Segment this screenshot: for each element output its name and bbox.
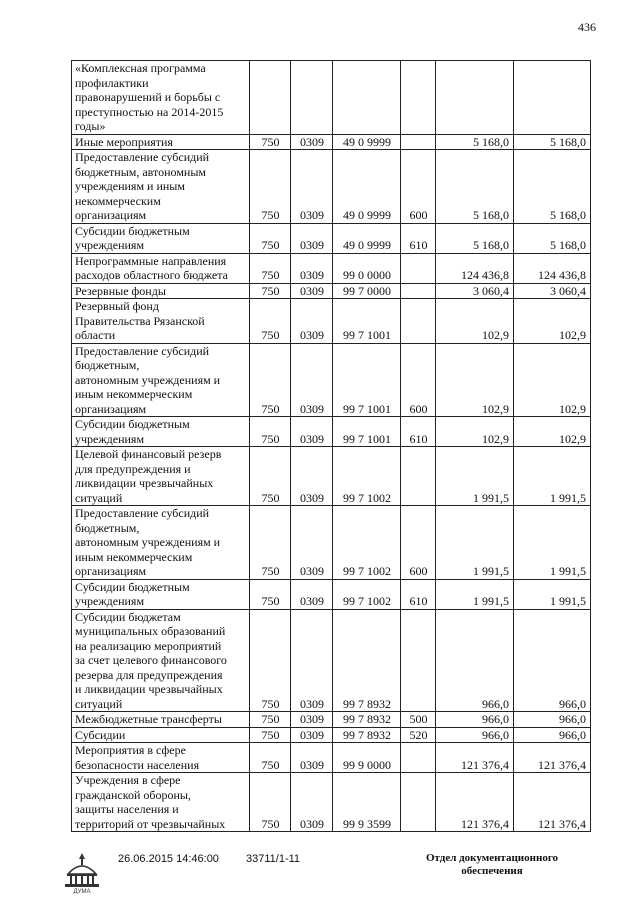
row-expense-type-cell	[401, 447, 436, 506]
table-row	[72, 773, 591, 832]
row-ministry-cell: 750	[250, 417, 291, 447]
row-amount-2-cell: 3 060,4	[514, 283, 591, 299]
row-ministry-cell: 750	[250, 299, 291, 344]
row-amount-1-cell: 124 436,8	[436, 253, 514, 283]
row-ministry-cell: 750	[250, 343, 291, 417]
row-name-cell: Субсидии	[72, 727, 250, 743]
row-name-cell: Межбюджетные трансферты	[72, 712, 250, 728]
row-expense-type-cell	[401, 61, 436, 135]
row-amount-2-cell: 966,0	[514, 727, 591, 743]
row-target-article-cell	[333, 61, 401, 135]
row-name-cell: «Комплексная программа профилактики правонарушений и борьбы с преступностью на 2014-2015 годы»	[72, 61, 250, 135]
table-row	[72, 223, 591, 253]
row-ministry-cell: 750	[250, 223, 291, 253]
row-ministry-cell: 750	[250, 609, 291, 712]
row-target-article-cell: 99 7 1001	[333, 299, 401, 344]
row-expense-type-cell: 600	[401, 150, 436, 224]
row-amount-2-cell: 1 991,5	[514, 506, 591, 580]
row-target-article-cell: 49 0 9999	[333, 223, 401, 253]
row-amount-2-cell: 121 376,4	[514, 773, 591, 832]
row-amount-1-cell: 102,9	[436, 417, 514, 447]
row-ministry-cell: 750	[250, 283, 291, 299]
row-expense-type-cell: 520	[401, 727, 436, 743]
row-amount-1-cell: 102,9	[436, 299, 514, 344]
row-amount-1-cell: 5 168,0	[436, 223, 514, 253]
row-expense-type-cell	[401, 299, 436, 344]
row-expense-type-cell	[401, 609, 436, 712]
row-amount-1-cell: 5 168,0	[436, 134, 514, 150]
row-name-cell: Предоставление субсидий бюджетным, автономным учреждениям и иным некоммерческим организациям	[72, 150, 250, 224]
table-row	[72, 61, 591, 135]
table-row	[72, 579, 591, 609]
row-name-cell: Субсидии бюджетным учреждениям	[72, 579, 250, 609]
table-row	[72, 447, 591, 506]
row-name-cell: Непрограммные направления расходов областного бюджета	[72, 253, 250, 283]
row-amount-2-cell: 102,9	[514, 343, 591, 417]
row-expense-type-cell: 610	[401, 417, 436, 447]
row-target-article-cell: 99 7 1001	[333, 343, 401, 417]
row-target-article-cell: 99 7 8932	[333, 727, 401, 743]
row-ministry-cell: 750	[250, 150, 291, 224]
row-expense-type-cell	[401, 283, 436, 299]
row-amount-2-cell: 5 168,0	[514, 150, 591, 224]
budget-table	[71, 60, 591, 832]
table-row	[72, 150, 591, 224]
row-section-cell: 0309	[291, 447, 333, 506]
row-amount-1-cell: 966,0	[436, 727, 514, 743]
row-ministry-cell: 750	[250, 447, 291, 506]
row-name-cell: Резервные фонды	[72, 283, 250, 299]
budget-table-body	[72, 61, 591, 832]
row-amount-2-cell: 121 376,4	[514, 743, 591, 773]
row-amount-1-cell	[436, 61, 514, 135]
row-ministry-cell: 750	[250, 506, 291, 580]
table-row	[72, 506, 591, 580]
table-row	[72, 743, 591, 773]
row-section-cell: 0309	[291, 150, 333, 224]
row-target-article-cell: 99 7 1002	[333, 579, 401, 609]
row-section-cell: 0309	[291, 283, 333, 299]
row-expense-type-cell	[401, 134, 436, 150]
row-amount-1-cell: 102,9	[436, 343, 514, 417]
row-expense-type-cell: 610	[401, 223, 436, 253]
row-name-cell: Субсидии бюджетным учреждениям	[72, 417, 250, 447]
row-name-cell: Учреждения в сфере гражданской обороны, защиты населения и территорий от чрезвычайных	[72, 773, 250, 832]
row-section-cell: 0309	[291, 343, 333, 417]
row-expense-type-cell: 600	[401, 343, 436, 417]
row-ministry-cell: 750	[250, 712, 291, 728]
row-target-article-cell: 99 7 0000	[333, 283, 401, 299]
row-ministry-cell	[250, 61, 291, 135]
row-section-cell: 0309	[291, 223, 333, 253]
row-amount-2-cell: 5 168,0	[514, 134, 591, 150]
row-expense-type-cell: 610	[401, 579, 436, 609]
row-section-cell: 0309	[291, 299, 333, 344]
table-row	[72, 712, 591, 728]
row-section-cell: 0309	[291, 727, 333, 743]
row-section-cell: 0309	[291, 743, 333, 773]
row-amount-2-cell: 5 168,0	[514, 223, 591, 253]
row-target-article-cell: 99 7 8932	[333, 712, 401, 728]
row-amount-2-cell: 966,0	[514, 609, 591, 712]
table-row	[72, 134, 591, 150]
row-expense-type-cell: 600	[401, 506, 436, 580]
row-amount-2-cell	[514, 61, 591, 135]
row-name-cell: Субсидии бюджетам муниципальных образований на реализацию мероприятий за счет целевого финансового резерва для предупреждения и ликвидации чрезвычайных ситуаций	[72, 609, 250, 712]
row-target-article-cell: 99 9 3599	[333, 773, 401, 832]
row-amount-1-cell: 1 991,5	[436, 506, 514, 580]
row-amount-1-cell: 966,0	[436, 712, 514, 728]
row-expense-type-cell: 500	[401, 712, 436, 728]
row-amount-1-cell: 3 060,4	[436, 283, 514, 299]
row-name-cell: Субсидии бюджетным учреждениям	[72, 223, 250, 253]
row-section-cell: 0309	[291, 134, 333, 150]
table-row	[72, 283, 591, 299]
table-row	[72, 417, 591, 447]
row-name-cell: Целевой финансовый резерв для предупреждения и ликвидации чрезвычайных ситуаций	[72, 447, 250, 506]
footer-datetime: 26.06.2015 14:46:00	[118, 853, 219, 865]
row-section-cell: 0309	[291, 579, 333, 609]
table-row	[72, 727, 591, 743]
row-ministry-cell: 750	[250, 727, 291, 743]
row-target-article-cell: 49 0 9999	[333, 150, 401, 224]
emblem-caption: ДУМА	[73, 889, 91, 894]
table-row	[72, 609, 591, 712]
row-ministry-cell: 750	[250, 743, 291, 773]
row-name-cell: Мероприятия в сфере безопасности населения	[72, 743, 250, 773]
row-amount-2-cell: 102,9	[514, 417, 591, 447]
row-target-article-cell: 99 7 8932	[333, 609, 401, 712]
table-row	[72, 343, 591, 417]
row-amount-2-cell: 1 991,5	[514, 447, 591, 506]
row-target-article-cell: 49 0 9999	[333, 134, 401, 150]
row-section-cell: 0309	[291, 417, 333, 447]
row-name-cell: Резервный фонд Правительства Рязанской области	[72, 299, 250, 344]
footer	[0, 842, 640, 902]
table-row	[72, 253, 591, 283]
row-expense-type-cell	[401, 253, 436, 283]
row-target-article-cell: 99 9 0000	[333, 743, 401, 773]
row-name-cell: Предоставление субсидий бюджетным, автономным учреждениям и иным некоммерческим организациям	[72, 506, 250, 580]
row-section-cell: 0309	[291, 253, 333, 283]
row-target-article-cell: 99 7 1002	[333, 506, 401, 580]
duma-emblem-icon	[62, 850, 102, 894]
row-ministry-cell: 750	[250, 253, 291, 283]
row-amount-2-cell: 124 436,8	[514, 253, 591, 283]
table-row	[72, 299, 591, 344]
row-target-article-cell: 99 7 1001	[333, 417, 401, 447]
row-section-cell: 0309	[291, 609, 333, 712]
row-amount-1-cell: 966,0	[436, 609, 514, 712]
row-section-cell: 0309	[291, 506, 333, 580]
row-section-cell: 0309	[291, 773, 333, 832]
row-amount-1-cell: 1 991,5	[436, 579, 514, 609]
page-number: 436	[578, 20, 596, 34]
row-expense-type-cell	[401, 773, 436, 832]
row-amount-1-cell: 1 991,5	[436, 447, 514, 506]
row-target-article-cell: 99 0 0000	[333, 253, 401, 283]
row-ministry-cell: 750	[250, 134, 291, 150]
row-amount-2-cell: 1 991,5	[514, 579, 591, 609]
row-ministry-cell: 750	[250, 579, 291, 609]
row-ministry-cell: 750	[250, 773, 291, 832]
row-amount-1-cell: 121 376,4	[436, 773, 514, 832]
row-target-article-cell: 99 7 1002	[333, 447, 401, 506]
row-amount-2-cell: 102,9	[514, 299, 591, 344]
row-name-cell: Предоставление субсидий бюджетным, автономным учреждениям и иным некоммерческим организациям	[72, 343, 250, 417]
row-amount-2-cell: 966,0	[514, 712, 591, 728]
row-amount-1-cell: 121 376,4	[436, 743, 514, 773]
row-amount-1-cell: 5 168,0	[436, 150, 514, 224]
footer-department: Отдел документационного обеспечения	[425, 852, 559, 877]
row-expense-type-cell	[401, 743, 436, 773]
footer-doc-code: 33711/1-11	[246, 853, 301, 865]
row-name-cell: Иные мероприятия	[72, 134, 250, 150]
row-section-cell: 0309	[291, 712, 333, 728]
row-section-cell	[291, 61, 333, 135]
